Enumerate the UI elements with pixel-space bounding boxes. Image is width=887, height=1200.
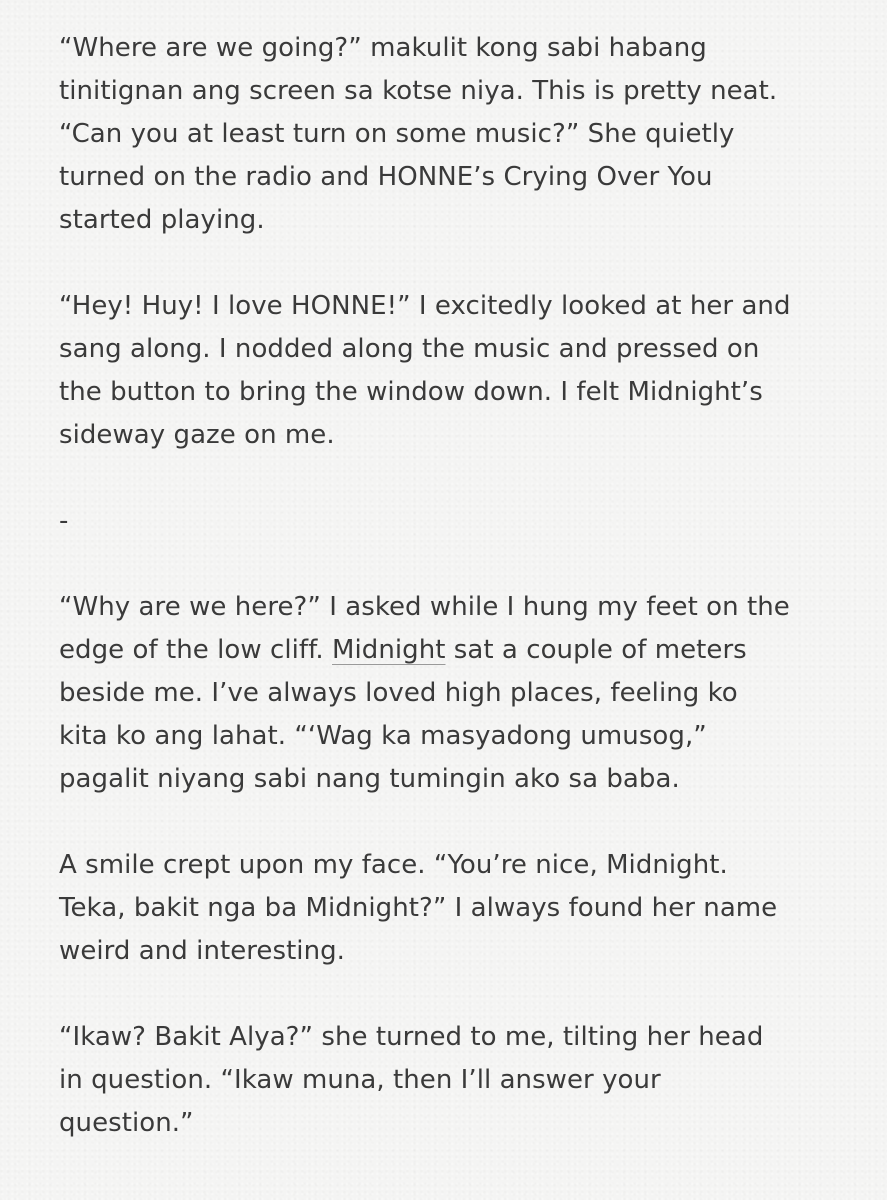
text-line: sang along. I nodded along the music and pressed on	[59, 334, 760, 364]
text-line: beside me. I’ve always loved high places, feeling ko	[59, 678, 738, 708]
text-line: Teka, bakit nga ba Midnight?” I always found her name	[59, 893, 778, 923]
text-line: sideway gaze on me.	[59, 420, 335, 450]
paragraph-honne	[59, 285, 887, 457]
text-line: “Why are we here?” I asked while I hung my feet on the	[59, 592, 790, 622]
text-line: “Ikaw? Bakit Alya?” she turned to me, tilting her head	[59, 1022, 764, 1052]
text-line: tinitignan ang screen sa kotse niya. This is pretty neat.	[59, 76, 778, 106]
scene-break: -	[59, 506, 69, 536]
text-line: pagalit niyang sabi nang tumingin ako sa baba.	[59, 764, 680, 794]
paragraph-car-ride	[59, 27, 887, 242]
paragraph-cliff	[59, 586, 887, 801]
paragraph-alya	[59, 1016, 887, 1145]
text-line: “Hey! Huy! I love HONNE!” I excitedly looked at her and	[59, 291, 791, 321]
text-segment: sat a couple of meters	[445, 635, 747, 665]
text-line: started playing.	[59, 205, 265, 235]
text-line: turned on the radio and HONNE’s Crying Over You	[59, 162, 713, 192]
text-line: “Where are we going?” makulit kong sabi habang	[59, 33, 707, 63]
text-line: the button to bring the window down. I felt Midnight’s	[59, 377, 763, 407]
text-line: “Can you at least turn on some music?” She quietly	[59, 119, 735, 149]
text-line: A smile crept upon my face. “You’re nice, Midnight.	[59, 850, 728, 880]
text-line: weird and interesting.	[59, 936, 345, 966]
underlined-name-midnight: Midnight	[332, 635, 446, 665]
text-line: in question. “Ikaw muna, then I’ll answer your	[59, 1065, 661, 1095]
paragraph-smile	[59, 844, 887, 973]
scene-break-dash	[59, 500, 887, 543]
text-line	[59, 629, 887, 672]
text-segment: edge of the low cliff.	[59, 635, 333, 665]
text-line: kita ko ang lahat. “‘Wag ka masyadong umusog,”	[59, 721, 707, 751]
text-line: question.”	[59, 1108, 194, 1138]
